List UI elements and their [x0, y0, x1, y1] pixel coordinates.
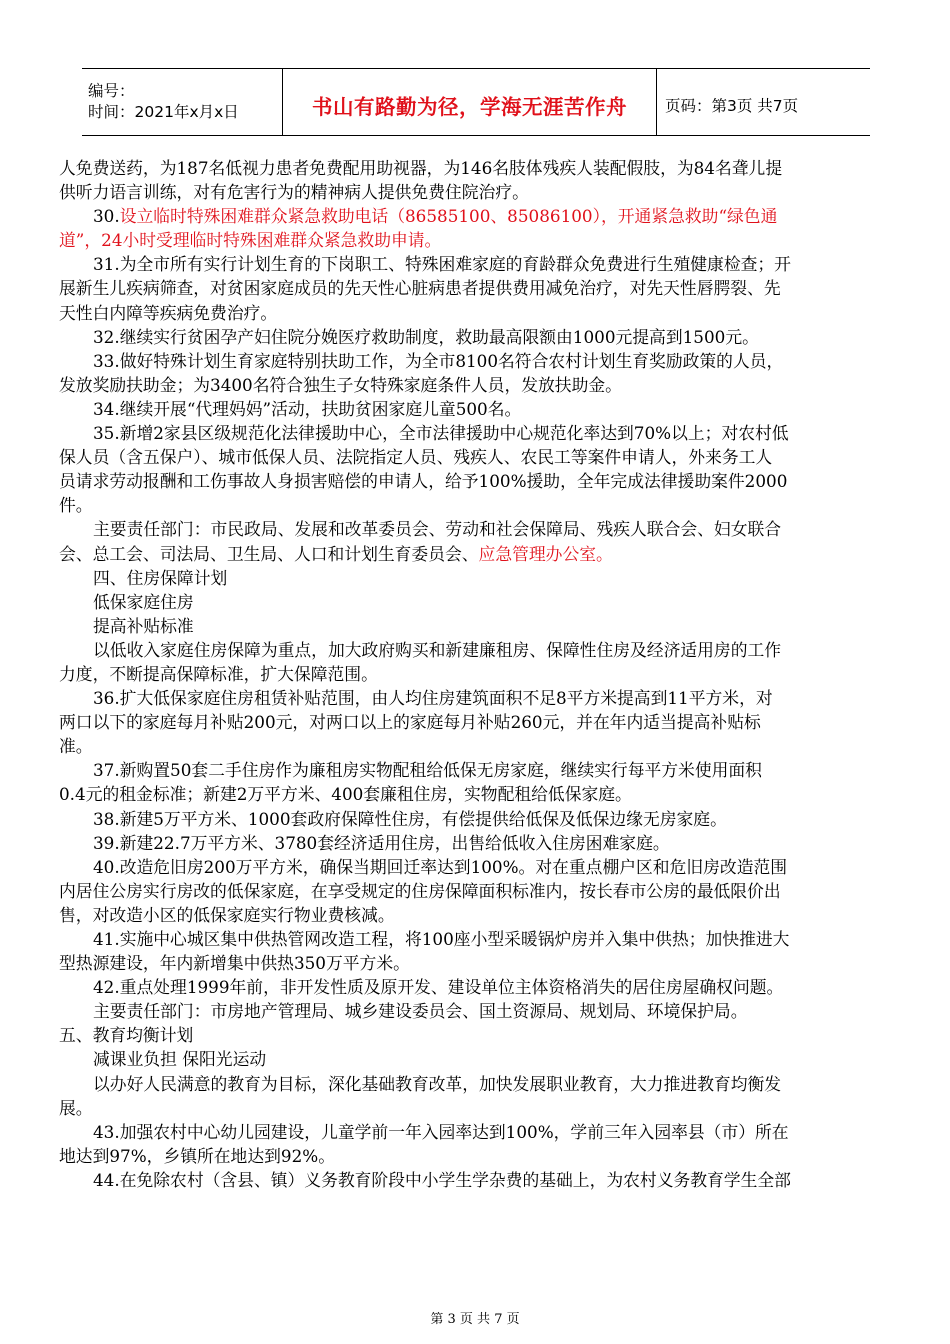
header-motto: 书山有路勤为径，学海无涯苦作舟 [312, 95, 627, 119]
text-line: 主要责任部门：市民政局、发展和改革委员会、劳动和社会保障局、残疾人联合会、妇女联合 [93, 519, 782, 540]
text-line: 展新生儿疾病筛查，对贫困家庭成员的先天性心脏病患者提供费用减免治疗，对先天性唇腭裂、先 [59, 278, 781, 299]
highlighted-text: 应急管理办公室。 [478, 543, 613, 564]
text-line: 准。 [59, 736, 93, 757]
highlighted-text: 设立临时特殊困难群众紧急救助电话（86585100、85086100），开通紧急救助“绿色通 [119, 206, 778, 227]
text-line: 展。 [59, 1097, 93, 1118]
text-line: 32.继续实行贫困孕产妇住院分娩医疗救助制度，救助最高限额由1000元提高到1500元。 [93, 326, 759, 347]
header-page-cell [657, 69, 870, 135]
text-line: 35.新增2家县区级规范化法律援助中心，全市法律援助中心规范化率达到70%以上；对农村低 [93, 423, 789, 444]
text-line: 内居住公房实行房改的低保家庭，在享受规定的住房保障面积标准内，按长春市公房的最低限价出 [59, 880, 781, 901]
item-number: 30. [93, 206, 120, 227]
text-line: 43.加强农村中心幼儿园建设，儿童学前一年入园率达到100%，学前三年入园率县（市）所在 [93, 1121, 789, 1142]
text-line: 44.在免除农村（含县、镇）义务教育阶段中小学生学杂费的基础上，为农村义务教育学生全部 [93, 1169, 791, 1190]
subheading: 提高补贴标准 [93, 615, 194, 636]
text-line: 36.扩大低保家庭住房租赁补贴范围，由人均住房建筑面积不足8平方米提高到11平方米，对 [93, 688, 773, 709]
text-line [59, 204, 889, 228]
header-motto-cell [283, 69, 657, 135]
text-line: 两口以下的家庭每月补贴200元，对两口以上的家庭每月补贴260元，并在年内适当提高补贴标 [59, 712, 761, 733]
text-line: 38.新建5万平方米、1000套政府保障性住房，有偿提供给低保及低保边缘无房家庭。 [93, 808, 727, 829]
text-line: 以办好人民满意的教育为目标，深化基础教育改革，加快发展职业教育，大力推进教育均衡发 [93, 1073, 782, 1094]
page-footer [0, 1308, 950, 1327]
text-line: 42.重点处理1999年前，非开发性质及原开发、建设单位主体资格消失的居住房屋确权问题。 [93, 977, 784, 998]
text-line: 保人员（含五保户）、城市低保人员、法院指定人员、残疾人、农民工等案件申请人，外来务工人 [59, 447, 773, 468]
document-number: 编号： [88, 82, 135, 100]
header-meta [82, 69, 283, 135]
text-line: 人免费送药，为187名低视力患者免费配用助视器，为146名肢体残疾人装配假肢，为84名聋儿提 [59, 158, 783, 178]
text-line: 员请求劳动报酬和工伤事故人身损害赔偿的申请人，给予100%援助，全年完成法律援助案件2000 [59, 471, 788, 492]
document-body [59, 156, 889, 1192]
text-line: 型热源建设，年内新增集中供热350万平方米。 [59, 953, 410, 974]
footer-page-number: 第 3 页 共 7 页 [430, 1312, 520, 1327]
section-heading: 四、住房保障计划 [93, 567, 228, 588]
text-line: 37.新购置50套二手住房作为廉租房实物配租给低保无房家庭，继续实行每平方米使用面积 [93, 760, 762, 781]
page-header [82, 68, 870, 136]
text-line: 供听力语言训练，对有危害行为的精神病人提供免费住院治疗。 [59, 182, 529, 203]
text-line: 0.4元的租金标准；新建2万平方米、400套廉租住房，实物配租给低保家庭。 [59, 784, 632, 805]
document-time: 时间：2021年x月x日 [88, 103, 239, 121]
text-line: 34.继续开展“代理妈妈”活动，扶助贫困家庭儿童500名。 [93, 398, 522, 419]
text-line: 以低收入家庭住房保障为重点，加大政府购买和新建廉租房、保障性住房及经济适用房的工作 [93, 639, 782, 660]
text-line: 件。 [59, 495, 93, 516]
text-line: 天性白内障等疾病免费治疗。 [59, 302, 278, 323]
text-line: 售，对改造小区的低保家庭实行物业费核减。 [59, 904, 395, 925]
subheading: 低保家庭住房 [93, 591, 194, 612]
subheading: 减课业负担 保阳光运动 [93, 1049, 267, 1070]
text-line: 发放奖励扶助金；为3400名符合独生子女特殊家庭条件人员，发放扶助金。 [59, 374, 622, 395]
text-line: 41.实施中心城区集中供热管网改造工程，将100座小型采暖锅炉房并入集中供热；加快推进大 [93, 929, 790, 949]
text-line: 主要责任部门：市房地产管理局、城乡建设委员会、国土资源局、规划局、环境保护局。 [93, 1001, 748, 1022]
text-line: 31.为全市所有实行计划生育的下岗职工、特殊困难家庭的育龄群众免费进行生殖健康检查；开 [93, 254, 791, 275]
text-span: 会、总工会、司法局、卫生局、人口和计划生育委员会、 [59, 543, 479, 564]
text-line [59, 542, 889, 566]
text-line: 33.做好特殊计划生育家庭特别扶助工作，为全市8100名符合农村计划生育奖励政策的人员， [93, 350, 784, 371]
text-line: 力度，不断提高保障标准，扩大保障范围。 [59, 663, 378, 684]
text-line: 40.改造危旧房200万平方米，确保当期回迁率达到100%。对在重点棚户区和危旧房改造范围 [93, 856, 788, 877]
highlighted-text: 道”，24小时受理临时特殊困难群众紧急救助申请。 [59, 230, 442, 251]
text-line: 39.新建22.7万平方米、3780套经济适用住房，出售给低收入住房困难家庭。 [93, 832, 670, 853]
text-line: 地达到97%，乡镇所在地达到92%。 [59, 1145, 335, 1166]
section-heading: 五、教育均衡计划 [59, 1025, 194, 1046]
header-page-number: 页码：第3页 共7页 [665, 97, 799, 115]
